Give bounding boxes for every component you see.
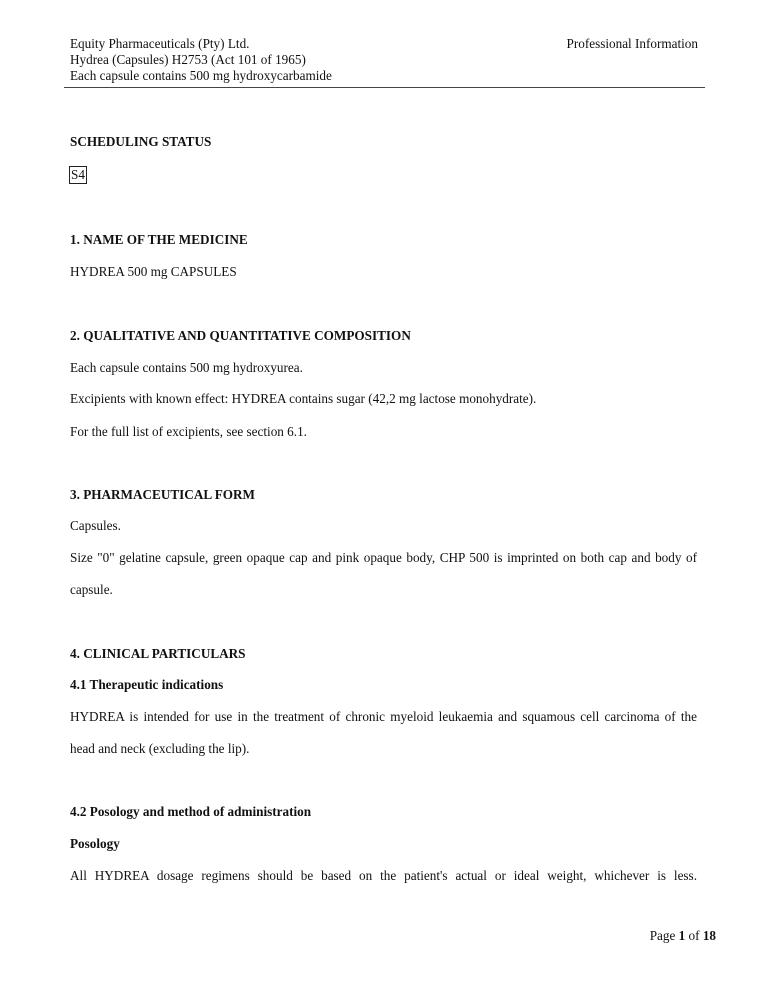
header-product: Hydrea (Capsules) H2753 (Act 101 of 1965) xyxy=(70,52,306,67)
page-prefix: Page xyxy=(649,928,676,943)
posology-heading: Posology xyxy=(70,836,120,851)
section3-heading: 3. PHARMACEUTICAL FORM xyxy=(70,487,255,502)
scheduling-status-box: S4 xyxy=(71,167,85,182)
section4-heading: 4. CLINICAL PARTICULARS xyxy=(70,646,246,661)
section3-line: Capsules. xyxy=(70,518,121,533)
posology-line: All HYDREA dosage regimens should be based on the patient's actual or ideal weight, whichever is less. xyxy=(70,868,697,883)
header-contents: Each capsule contains 500 mg hydroxycarbamide xyxy=(70,68,332,83)
section3-line: Size "0" gelatine capsule, green opaque cap and pink opaque body, CHP 500 is imprinted on both cap and body of xyxy=(70,550,697,565)
section3-line: capsule. xyxy=(70,582,113,597)
section2-line: Each capsule contains 500 mg hydroxyurea. xyxy=(70,360,303,375)
section1-heading: 1. NAME OF THE MEDICINE xyxy=(70,232,248,247)
section2-line: Excipients with known effect: HYDREA contains sugar (42,2 mg lactose monohydrate). xyxy=(70,391,537,406)
page-current: 1 xyxy=(678,928,686,943)
section4-1-line: HYDREA is intended for use in the treatment of chronic myeloid leukaemia and squamous cell carcinoma of the xyxy=(70,709,697,724)
section2-line: For the full list of excipients, see section 6.1. xyxy=(70,424,307,439)
scheduling-heading: SCHEDULING STATUS xyxy=(70,134,212,149)
header-right: Professional Information xyxy=(566,36,698,51)
section4-1-line: head and neck (excluding the lip). xyxy=(70,741,250,756)
header-left xyxy=(70,36,332,84)
page-of: of xyxy=(688,928,700,943)
header-company: Equity Pharmaceuticals (Pty) Ltd. xyxy=(70,36,250,51)
page-number xyxy=(650,928,716,944)
section4-1-heading: 4.1 Therapeutic indications xyxy=(70,677,224,692)
header-divider xyxy=(64,87,705,88)
page-total: 18 xyxy=(702,928,716,943)
section1-text: HYDREA 500 mg CAPSULES xyxy=(70,264,237,279)
section4-2-heading: 4.2 Posology and method of administration xyxy=(70,804,312,819)
section2-heading: 2. QUALITATIVE AND QUANTITATIVE COMPOSITION xyxy=(70,328,411,343)
